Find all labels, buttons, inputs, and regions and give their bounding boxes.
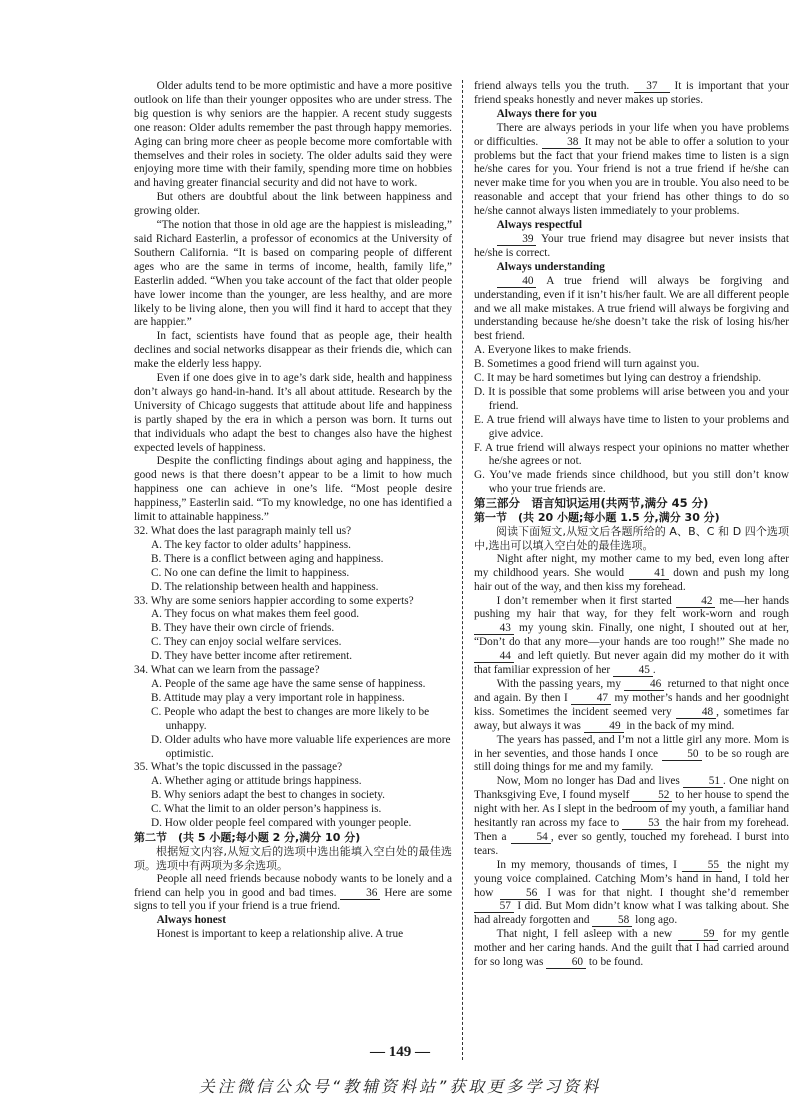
blank-40: 40 — [497, 276, 537, 288]
paragraph-text: . One night on Thanksgiving Eve, I found myself — [474, 775, 789, 802]
paragraph-text: , sometimes far away, but always it was — [474, 705, 790, 732]
footer-watermark-text: 关注微信公众号“教辅资料站”获取更多学习资料 — [198, 1077, 602, 1096]
question-option: D. The relationship between health and happiness. — [150, 580, 379, 593]
blank-53: 53 — [622, 818, 662, 830]
blank-38: 38 — [542, 137, 582, 149]
question-stem: 35. What’s the topic discussed in the passage? — [134, 761, 343, 774]
paragraph-text: my mother’s hands and her goodnight kiss. Sometimes the incident seemed very — [474, 691, 789, 718]
question-option: C. People who adapt the best to changes are more likely to be unhappy. — [150, 705, 430, 732]
paragraph-text: , ever so gently, touched my forehead. I burst into tears. — [474, 830, 789, 857]
blank-56: 56 — [500, 888, 540, 900]
paragraph-text: It may not be able to offer a solution to your problems but the fact that your friend makes time to listen is a sign he/she cares for you. Your friend is not a true friend if he/she can never make time for you when you are in trouble. You also need to be reasonable and accept that your friend has other things to do so he/she cannot always listen immediately to your problems. — [474, 135, 789, 218]
passage-paragraph — [474, 233, 789, 261]
question-option: A. They focus on what makes them feel good. — [150, 608, 360, 621]
blank-45: 45 — [613, 665, 653, 677]
paragraph-text: Here are some signs to tell you if your friend is a true friend. — [134, 886, 452, 913]
blank-37: 37 — [634, 81, 670, 93]
blank-52: 52 — [632, 790, 672, 802]
blank-51: 51 — [683, 776, 723, 788]
paragraph-text: my young skin. Finally, one night, I shouted out at her, “Don’t do that any more—your hands are too rough!” She made no — [474, 622, 789, 649]
paragraph-text: The years has passed, and I’m not a little girl any more. Mom is in her seventies, and those hands I once — [474, 733, 789, 760]
cloze-paragraph — [474, 553, 789, 595]
paragraph-text: That night, I fell asleep with a new — [496, 928, 673, 941]
passage-paragraph — [474, 122, 789, 219]
passage-paragraph: Despite the conflicting findings about aging and happiness, the good news is that there doesn’t appear to be a limit to how much happiness one can achieve in one’s life. “Most people desire happiness,” Easterlin said. “To my knowledge, no one has identified a limit to attainable happiness.” — [134, 455, 452, 524]
cloze-paragraph — [474, 928, 789, 970]
paragraph-text: I did. But Mom didn’t know what I was talking about. She had already forgotten and — [474, 900, 790, 927]
passage-paragraph — [134, 873, 452, 915]
passage-paragraph — [474, 80, 789, 108]
blank-39: 39 — [497, 234, 537, 246]
question-option: D. Older adults who have more valuable life experiences are more optimistic. — [150, 733, 451, 760]
question-option: B. There is a conflict between aging and happiness. — [150, 552, 384, 565]
blank-43: 43 — [474, 623, 514, 635]
option-b: B. Sometimes a good friend will turn against you. — [474, 358, 700, 371]
passage-paragraph: Honest is important to keep a relationship alive. A true — [156, 928, 404, 941]
paragraph-text: to be so rough are still doing things for me and my family. — [474, 747, 789, 774]
question-option: D. How older people feel compared with younger people. — [150, 817, 412, 830]
paragraph-text: I was for that night. I thought she’d remember — [547, 886, 790, 899]
question-35 — [134, 761, 452, 831]
question-stem: 32. What does the last paragraph mainly tell us? — [134, 525, 352, 537]
question-32 — [134, 525, 452, 595]
section-1-instructions: 阅读下面短文,从短文后各题所给的 A、B、C 和 D 四个选项中,选出可以填入空白处的最佳选项。 — [474, 525, 789, 552]
cloze-paragraph — [474, 775, 789, 858]
column-divider — [462, 80, 463, 1060]
passage-paragraph — [474, 275, 789, 345]
question-stem: 33. Why are some seniors happier according to some experts? — [134, 594, 414, 607]
blank-41: 41 — [629, 568, 669, 580]
passage-paragraph: Even if one does give in to age’s dark side, health and happiness don’t always go hand-in-hand. It’s all about attitude. Research by the University of Chicago suggests that attitude about life and happiness is partly shaped by the era in which a person was born. It turns out that individuals who adapt the best to changes also have the highest expected levels of happiness. — [134, 372, 452, 454]
blank-48: 48 — [676, 707, 716, 719]
question-option: C. No one can define the limit to happiness. — [150, 566, 350, 579]
option-f: F. A true friend will always respect your opinions no matter whether he/she agrees or not. — [474, 441, 789, 468]
blank-49: 49 — [584, 721, 624, 733]
blank-58: 58 — [592, 915, 632, 927]
paragraph-text: me—her hands pushing my hair that way, for they felt work-worn and rough — [474, 594, 790, 621]
paragraph-text: It is important that your friend speaks honestly and never makes up stories. — [474, 80, 790, 106]
section-2-instructions: 根据短文内容,从短文后的选项中选出能填入空白处的最佳选项。选项中有两项为多余选项。 — [134, 844, 452, 872]
paragraph-text: friend always tells you the truth. — [474, 80, 630, 92]
passage-paragraph: “The notion that those in old age are the happiest is misleading,” said Richard Easterlin, a professor of economics at the University of Southern California. “It is based on comparing people of different ages who are the same in terms of income, health, family life,” Easterlin added. “When you take account of the fact that older people have lower income than the younger, are less healthy, and are more likely to be living alone, then you will find it hard to accept that they are happier.” — [134, 219, 452, 329]
passage-paragraph: Older adults tend to be more optimistic and have a more positive outlook on life than their younger opposites who are under stress. The big question is why seniors are the happier. A recent study suggests one reason: Older adults remember the past through happy memories. Aging can bring more cheer as people become more comfortable with themselves and their roles in society. The older adults said they were enjoying more time with their family, spending more time on hobbies and having greater financial security and did not have to work. — [134, 80, 452, 190]
paragraph-text: to her house to spend the night with her. As I slept in the bedroom of my youth, a familiar hand hesitantly ran across my face to — [474, 789, 790, 830]
paragraph-text: the hair from my forehead. Then a — [474, 817, 789, 843]
option-a: A. Everyone likes to make friends. — [474, 344, 632, 357]
option-e: E. A true friend will always have time to listen to your problems and give advice. — [474, 413, 789, 440]
subheading-always-respectful: Always respectful — [496, 219, 583, 232]
blank-60: 60 — [546, 957, 586, 969]
option-c: C. It may be hard sometimes but lying can destroy a friendship. — [474, 372, 762, 385]
subheading-always-there: Always there for you — [496, 107, 597, 120]
section-1-title: 第一节 (共 20 小题;每小题 1.5 分,满分 30 分) — [474, 511, 720, 525]
question-option: B. They have their own circle of friends. — [150, 622, 335, 635]
cloze-paragraph — [474, 859, 789, 929]
blank-36: 36 — [340, 888, 380, 900]
paragraph-text: People all need friends because nobody wants to be lonely and a friend can help you in good and bad times. — [134, 872, 452, 899]
question-option: B. Attitude may play a very important role in happiness. — [150, 691, 405, 704]
page-number: — 149 — — [370, 1044, 430, 1060]
question-option: B. Why seniors adapt the best to changes in society. — [150, 789, 385, 802]
paragraph-text: in the back of my mind. — [626, 719, 735, 732]
cloze-paragraph — [474, 595, 789, 678]
question-option: D. They have better income after retirement. — [150, 650, 353, 663]
paragraph-text: to be found. — [588, 956, 644, 969]
cloze-paragraph — [474, 734, 789, 776]
paragraph-text: and left quietly. But never again did my mother do it with that familiar expression of her — [474, 650, 789, 677]
paragraph-text: I don’t remember when it first started — [496, 594, 672, 607]
blank-57: 57 — [474, 901, 514, 913]
question-option: A. The key factor to older adults’ happiness. — [150, 538, 351, 551]
part-3-title: 第三部分 语言知识运用(共两节,满分 45 分) — [474, 496, 709, 511]
left-column — [134, 80, 452, 942]
blank-44: 44 — [474, 651, 514, 663]
paragraph-text: There are always periods in your life when you have problems or difficulties. — [474, 121, 789, 148]
blank-46: 46 — [624, 679, 664, 691]
paragraph-text: long ago. — [635, 914, 678, 927]
passage-paragraph: But others are doubtful about the link between happiness and growing older. — [134, 191, 452, 218]
blank-47: 47 — [571, 693, 611, 705]
blank-55: 55 — [682, 860, 722, 872]
question-option: C. They can enjoy social welfare services. — [150, 636, 342, 649]
paragraph-text: for my gentle mother and her caring hands. And the guilt that I had carried around for so long was — [474, 928, 789, 969]
question-34 — [134, 664, 452, 761]
paragraph-text: Now, Mom no longer has Dad and lives — [496, 775, 680, 788]
paragraph-text: Night after night, my mother came to my bed, even long after my childhood years. She would — [474, 552, 789, 579]
question-option: C. What the limit to an older person’s happiness is. — [150, 803, 382, 816]
option-d: D. It is possible that some problems will arise between you and your friend. — [474, 385, 789, 412]
subheading-always-understanding: Always understanding — [496, 260, 605, 273]
paragraph-text: the night my young voice complained. Catching Mom’s hand in hand, I told her how — [474, 858, 790, 899]
blank-54: 54 — [511, 832, 551, 844]
option-g: G. You’ve made friends since childhood, but you still don’t know who your true friends are. — [474, 469, 789, 496]
passage-paragraph: In fact, scientists have found that as people age, their health declines and social networks disappear as their friends die, which can make the elderly less happy. — [134, 330, 452, 371]
right-column — [474, 80, 789, 970]
subheading-always-honest: Always honest — [156, 914, 226, 927]
question-stem: 34. What can we learn from the passage? — [134, 664, 320, 677]
paragraph-text: down and push my long hair out of the way, and then kiss my forehead. — [474, 566, 790, 593]
paragraph-text: With the passing years, my — [496, 677, 621, 690]
paragraph-text: Your true friend may disagree but never insists that he/she is correct. — [474, 232, 789, 259]
blank-50: 50 — [662, 749, 702, 761]
paragraph-text: In my memory, thousands of times, I — [496, 858, 677, 871]
paragraph-text: . — [652, 664, 656, 677]
cloze-paragraph — [474, 678, 789, 734]
blank-59: 59 — [678, 929, 718, 941]
paragraph-text: A true friend will always be forgiving and understanding, even if it isn’t his/her fault. We are all different people and we all make mistakes. A true friend will always be forgiving and understanding because he/she doesn’t take the risk of losing his/her best friend. — [474, 274, 789, 343]
section-2-title: 第二节 (共 5 小题;每小题 2 分,满分 10 分) — [134, 830, 361, 844]
question-option: A. People of the same age have the same sense of happiness. — [150, 677, 426, 690]
question-33 — [134, 595, 452, 665]
question-option: A. Whether aging or attitude brings happiness. — [150, 775, 362, 788]
paragraph-text: returned to that night once and again. By then I — [474, 677, 789, 704]
blank-42: 42 — [676, 596, 716, 608]
